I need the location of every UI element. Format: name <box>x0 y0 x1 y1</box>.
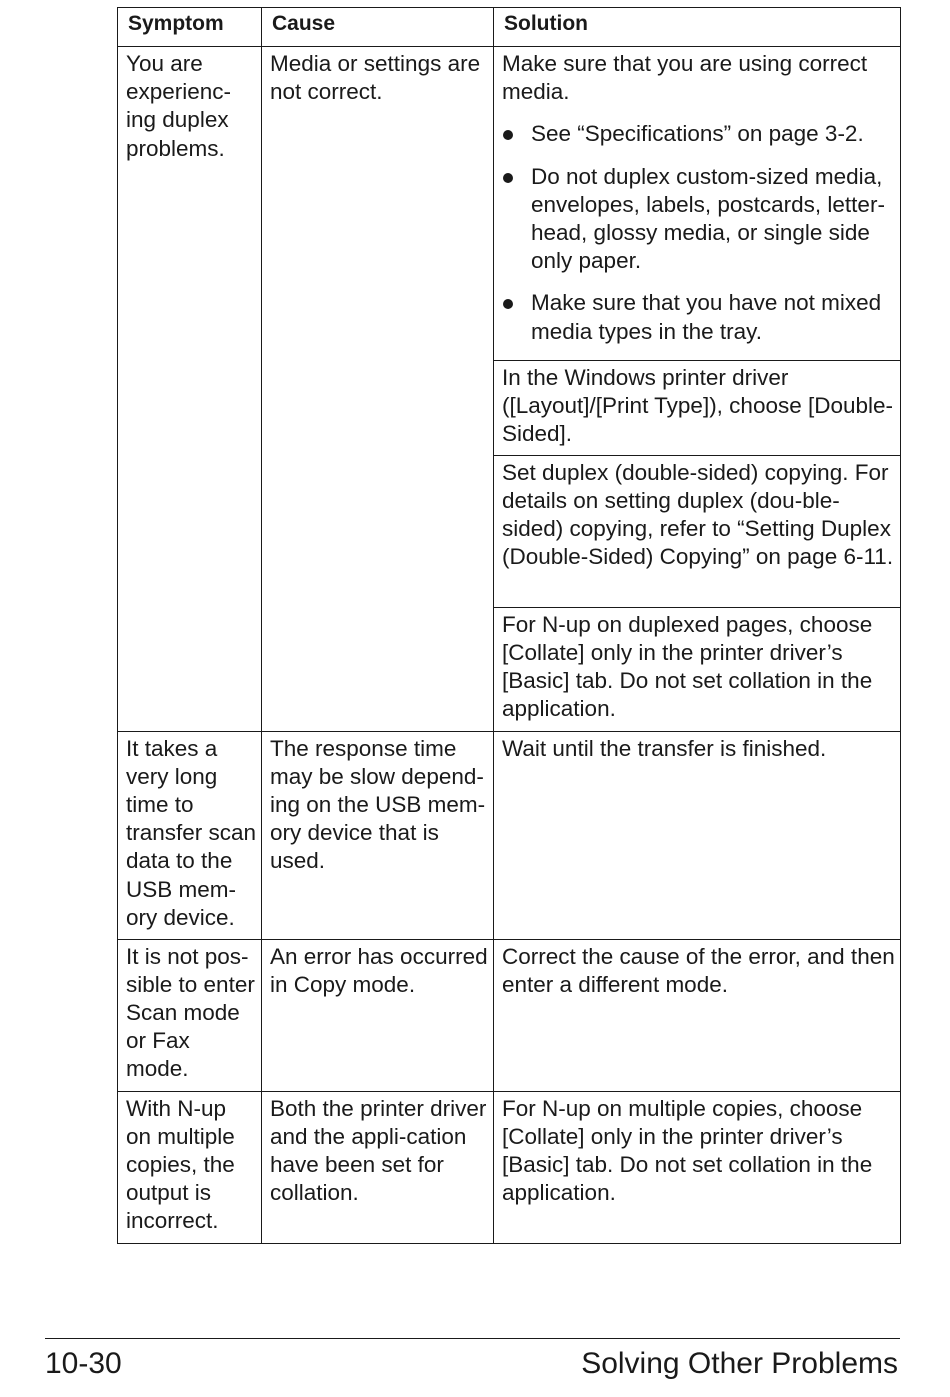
solution-cell: Wait until the transfer is finished. <box>494 731 901 939</box>
cause-cell: An error has occurred in Copy mode. <box>262 939 494 1091</box>
bullet-text: Make sure that you have not mixed media types in the tray. <box>531 290 882 344</box>
cause-cell: Media or settings are not correct. <box>262 47 494 732</box>
page-number: 10-30 <box>45 1347 122 1380</box>
table-row <box>118 47 901 361</box>
bullet-icon <box>503 173 513 183</box>
symptom-cell: You are experienc-ing duplex problems. <box>118 47 262 732</box>
bullet-icon <box>503 299 513 309</box>
solution-cell <box>494 47 901 361</box>
footer-divider <box>45 1338 900 1339</box>
table-row <box>118 1091 901 1243</box>
section-title: Solving Other Problems <box>581 1347 898 1380</box>
solution-text: Make sure that you are using correct media. <box>502 51 868 105</box>
symptom-cell: It takes a very long time to transfer scan data to the USB mem-ory device. <box>118 731 262 939</box>
table-header-row <box>118 8 901 47</box>
solution-cell: In the Windows printer driver ([Layout]/[Print Type]), choose [Double-Sided]. <box>494 361 901 456</box>
cause-cell: Both the printer driver and the appli-cation have been set for collation. <box>262 1091 494 1243</box>
bullet-text: Do not duplex custom-sized media, envelopes, labels, postcards, letter-head, glossy media, or single side only paper. <box>531 163 885 274</box>
table-row <box>118 731 901 939</box>
header-cause: Cause <box>262 8 494 47</box>
troubleshooting-table <box>117 7 901 1244</box>
header-symptom: Symptom <box>118 8 262 47</box>
symptom-cell: With N-up on multiple copies, the output is incorrect. <box>118 1091 262 1243</box>
table-row <box>118 939 901 1091</box>
solution-cell: Set duplex (double-sided) copying. For details on setting duplex (dou-ble-sided) copying, refer to “Setting Duplex (Double-Sided) Copying” on page 6-11. <box>494 455 901 607</box>
header-solution: Solution <box>494 8 901 47</box>
bullet-text: See “Specifications” on page 3-2. <box>531 121 864 147</box>
solution-cell: For N-up on duplexed pages, choose [Collate] only in the printer driver’s [Basic] tab. Do not set collation in the application. <box>494 607 901 731</box>
solution-bullet-list <box>502 120 896 345</box>
solution-cell: Correct the cause of the error, and then enter a different mode. <box>494 939 901 1091</box>
solution-cell: For N-up on multiple copies, choose [Collate] only in the printer driver’s [Basic] tab. Do not set collation in the application. <box>494 1091 901 1243</box>
bullet-icon <box>503 130 513 140</box>
list-item <box>502 289 896 345</box>
list-item <box>502 163 896 276</box>
cause-cell: The response time may be slow depend-ing on the USB mem-ory device that is used. <box>262 731 494 939</box>
symptom-cell: It is not pos-sible to enter Scan mode or Fax mode. <box>118 939 262 1091</box>
list-item <box>502 120 896 148</box>
